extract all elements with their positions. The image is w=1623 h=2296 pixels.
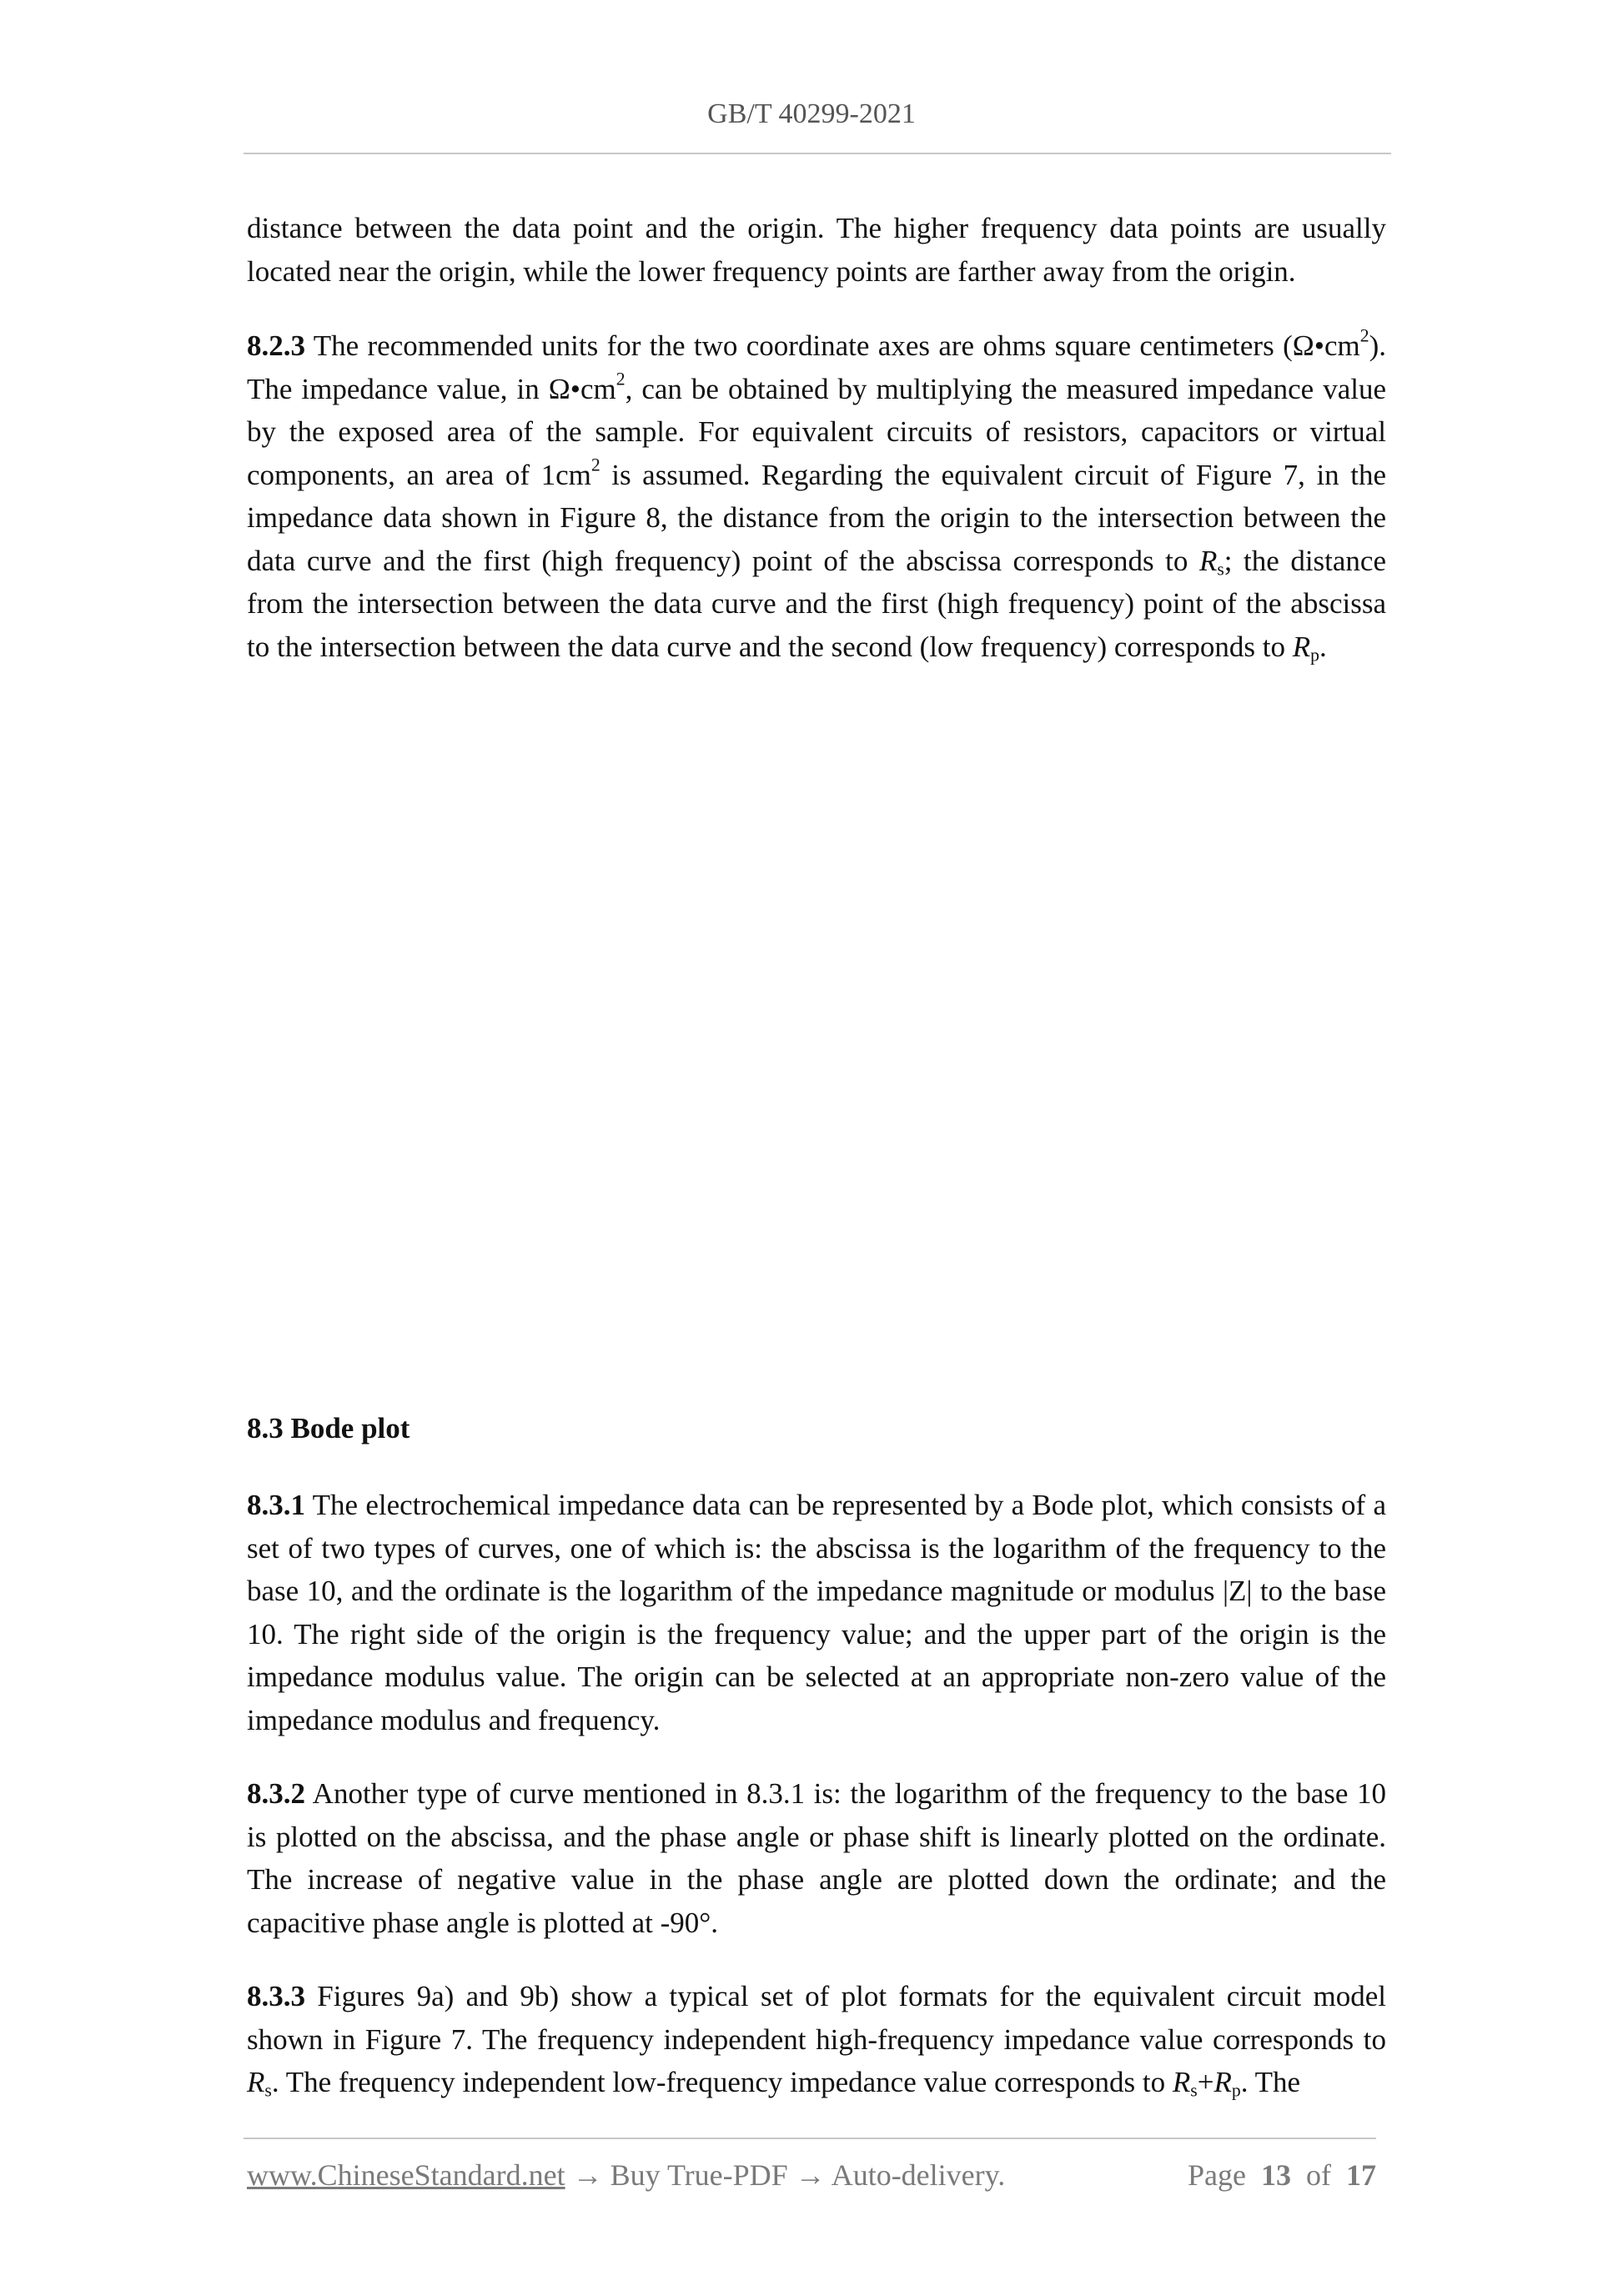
header-divider [244, 153, 1391, 154]
footer-promo-text: → Buy True-PDF → Auto-delivery. [565, 2158, 1006, 2192]
clause-number: 8.3.3 [247, 1980, 305, 2012]
footer-promo [247, 2158, 1005, 2193]
current-page: 13 [1261, 2158, 1291, 2192]
footer-divider [244, 2138, 1376, 2139]
section-heading-8-3 [247, 1407, 1386, 1450]
paragraph-text: 8.3.2 Another type of curve mentioned in 8.3.1 is: the logarithm of the frequency to the base 10 is plotted on the abscissa, and the phase angle or phase shift is linearly plotted on the ordinate. The increase of negative value in the phase angle are plotted down the ordinate; and the capacitive phase angle is plotted at -90°. [247, 1777, 1386, 1939]
website-link[interactable]: www.ChineseStandard.net [247, 2158, 565, 2192]
paragraph-8-3-3 [247, 1975, 1386, 2104]
paragraph-text: 8.2.3 The recommended units for the two coordinate axes are ohms square centimeters $(\Omega•cm^2)$. The impedance value, in $\Omega•cm^2$, can be obtained by multiplying the measured impedance value by the exposed area of the sample. For equivalent circuits of resistors, capacitors or virtual components, an area of $1cm^2$ is assumed. Regarding the equivalent circuit of Figure 7, in the impedance data shown in Figure 8, the distance from the origin to the intersection between the data curve and the first (high frequency) point of the abscissa corresponds to $R_s$; the distance from the intersection between the data curve and the first (high frequency) point of the abscissa to the intersection between the data curve and the second (low frequency) corresponds to $R_p$. [247, 325, 1386, 665]
document-header: GB/T 40299-2021 [707, 98, 916, 129]
paragraph-8-3-1 [247, 1484, 1386, 1741]
page-counter: Page 13 of 17 [1188, 2158, 1376, 2192]
paragraph-text: 8.3.1 The electrochemical impedance data can be represented by a Bode plot, which consists of a set of two types of curves, one of which is: the abscissa is the logarithm of the frequency to the base 10, and the ordinate is the logarithm of the impedance magnitude or modulus |Z| to the base 10. The right side of the origin is the frequency value; and the upper part of the origin is the impedance modulus value. The origin can be selected at an appropriate non-zero value of the impedance modulus and frequency. [247, 1489, 1386, 1736]
paragraph-continuation [247, 207, 1386, 293]
clause-number: 8.3.2 [247, 1777, 305, 1810]
paragraph-8-2-3 [247, 324, 1386, 668]
clause-number: 8.3.1 [247, 1489, 305, 1521]
total-pages: 17 [1346, 2158, 1376, 2192]
paragraph-8-3-2 [247, 1772, 1386, 1944]
clause-number: 8.2.3 [247, 329, 305, 362]
paragraph-text: distance between the data point and the origin. The higher frequency data points are usually located near the origin, while the lower frequency points are farther away from the origin. [247, 212, 1386, 288]
paragraph-text: 8.3.3 Figures 9a) and 9b) show a typical set of plot formats for the equivalent circuit model shown in Figure 7. The frequency independent high-frequency impedance value corresponds to $R_s$. The frequency independent low-frequency impedance value corresponds to $R_s+R_p$. The [247, 1980, 1386, 2101]
section-title: 8.3 Bode plot [247, 1412, 410, 1444]
